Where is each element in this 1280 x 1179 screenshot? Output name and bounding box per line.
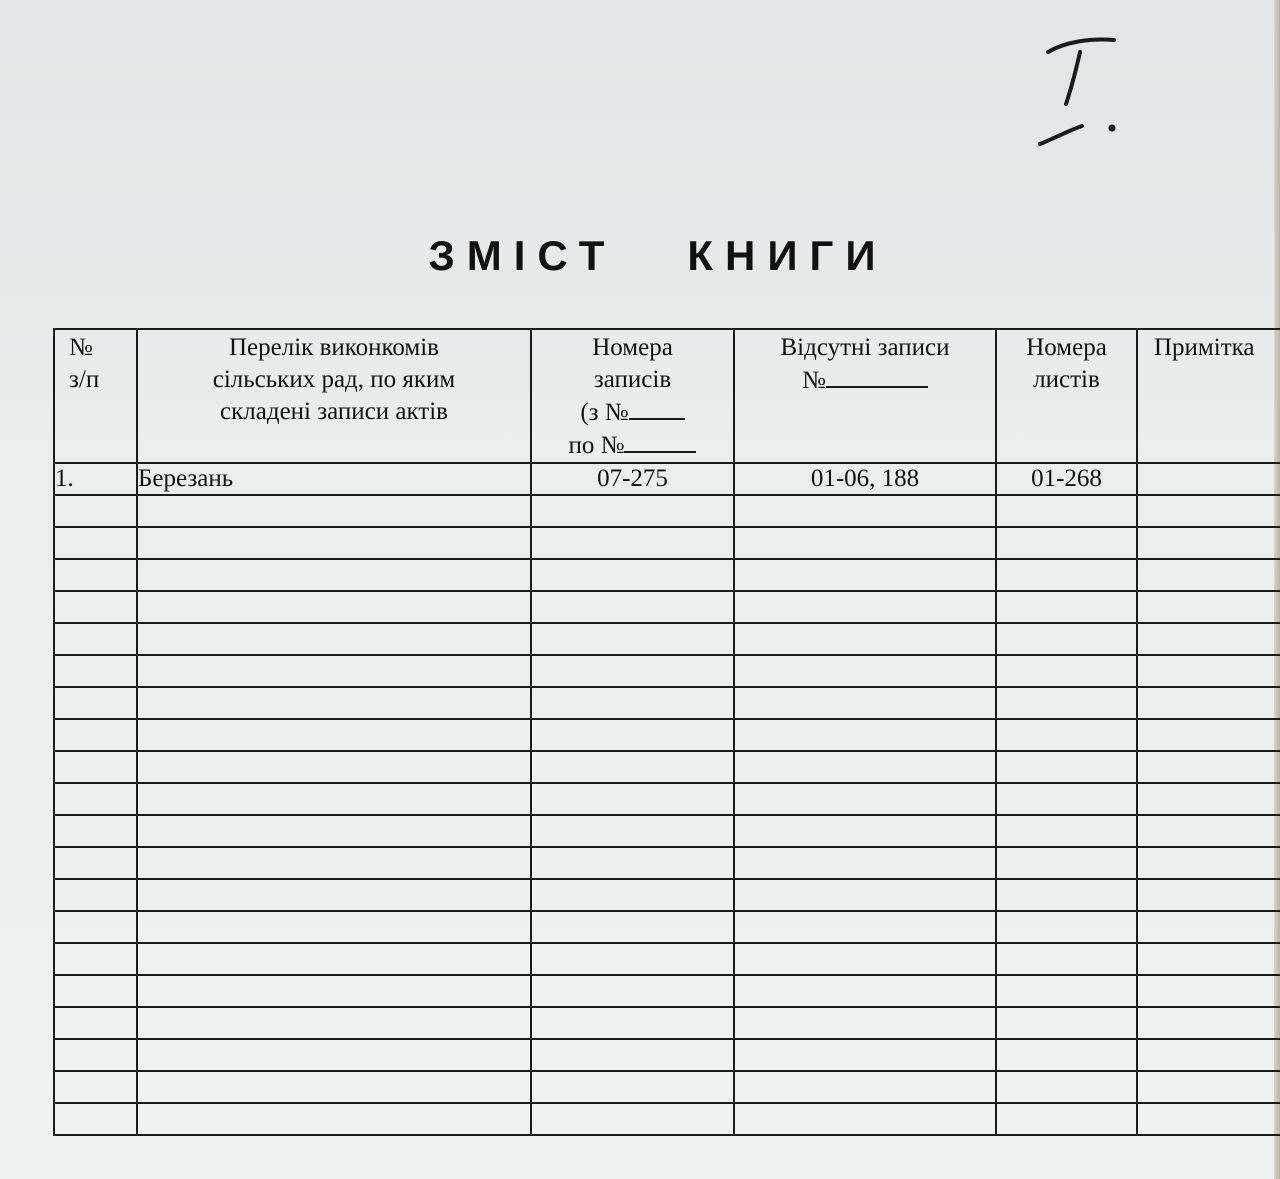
empty-cell xyxy=(531,751,734,783)
empty-cell xyxy=(137,943,531,975)
table-row-empty xyxy=(54,911,1280,943)
empty-cell xyxy=(531,847,734,879)
empty-cell xyxy=(734,1103,996,1135)
empty-cell xyxy=(137,1071,531,1103)
empty-cell xyxy=(1137,559,1280,591)
empty-cell xyxy=(734,815,996,847)
table-row-empty xyxy=(54,879,1280,911)
header-councils: Перелік виконкомів сільських рад, по яким складені записи актів xyxy=(137,329,531,463)
empty-cell xyxy=(54,1103,137,1135)
empty-cell xyxy=(1137,1007,1280,1039)
empty-cell xyxy=(734,1039,996,1071)
table-row-empty xyxy=(54,495,1280,527)
cell-records: 07-275 xyxy=(531,463,734,495)
empty-cell xyxy=(1137,655,1280,687)
empty-cell xyxy=(996,975,1137,1007)
empty-cell xyxy=(531,687,734,719)
empty-cell xyxy=(531,719,734,751)
empty-cell xyxy=(54,1071,137,1103)
empty-cell xyxy=(996,751,1137,783)
empty-cell xyxy=(531,591,734,623)
empty-cell xyxy=(1137,911,1280,943)
empty-cell xyxy=(531,1007,734,1039)
empty-cell xyxy=(996,1103,1137,1135)
header-missing-records: Відсутні записи № xyxy=(734,329,996,463)
empty-cell xyxy=(1137,719,1280,751)
empty-cell xyxy=(734,943,996,975)
table-row-empty xyxy=(54,1039,1280,1071)
empty-cell xyxy=(137,527,531,559)
empty-cell xyxy=(137,751,531,783)
empty-cell xyxy=(734,911,996,943)
cell-note xyxy=(1137,463,1280,495)
empty-cell xyxy=(734,719,996,751)
empty-cell xyxy=(1137,687,1280,719)
table-row-empty xyxy=(54,591,1280,623)
empty-cell xyxy=(531,1103,734,1135)
handwritten-roman-numeral xyxy=(1030,30,1130,160)
empty-cell xyxy=(54,495,137,527)
empty-cell xyxy=(531,559,734,591)
empty-cell xyxy=(137,655,531,687)
empty-cell xyxy=(54,751,137,783)
empty-cell xyxy=(531,1039,734,1071)
empty-cell xyxy=(137,847,531,879)
empty-cell xyxy=(54,719,137,751)
empty-cell xyxy=(734,495,996,527)
empty-cell xyxy=(734,1007,996,1039)
empty-cell xyxy=(996,623,1137,655)
empty-cell xyxy=(54,623,137,655)
empty-cell xyxy=(1137,623,1280,655)
empty-cell xyxy=(1137,879,1280,911)
empty-cell xyxy=(54,591,137,623)
empty-cell xyxy=(734,687,996,719)
empty-cell xyxy=(531,815,734,847)
table-row-empty xyxy=(54,975,1280,1007)
empty-cell xyxy=(996,1071,1137,1103)
empty-cell xyxy=(734,751,996,783)
empty-cell xyxy=(531,623,734,655)
empty-cell xyxy=(137,975,531,1007)
table-row-empty xyxy=(54,623,1280,655)
header-number: № з/п xyxy=(54,329,137,463)
empty-cell xyxy=(137,623,531,655)
empty-cell xyxy=(1137,495,1280,527)
empty-cell xyxy=(54,527,137,559)
empty-cell xyxy=(996,495,1137,527)
empty-cell xyxy=(137,591,531,623)
empty-cell xyxy=(137,559,531,591)
table-row-empty xyxy=(54,559,1280,591)
table-row-empty xyxy=(54,783,1280,815)
cell-council: Березань xyxy=(137,463,531,495)
empty-cell xyxy=(137,1039,531,1071)
table-row xyxy=(54,463,1280,495)
page-title: ЗМІСТ КНИГИ xyxy=(428,232,888,279)
empty-cell xyxy=(996,559,1137,591)
empty-cell xyxy=(137,911,531,943)
empty-cell xyxy=(1137,751,1280,783)
empty-cell xyxy=(137,879,531,911)
empty-cell xyxy=(734,591,996,623)
header-note: Примітка xyxy=(1137,329,1280,463)
empty-cell xyxy=(531,911,734,943)
empty-cell xyxy=(996,591,1137,623)
table-row-empty xyxy=(54,687,1280,719)
empty-cell xyxy=(137,495,531,527)
empty-cell xyxy=(1137,1071,1280,1103)
empty-cell xyxy=(734,975,996,1007)
empty-cell xyxy=(54,847,137,879)
empty-cell xyxy=(137,815,531,847)
empty-cell xyxy=(734,879,996,911)
cell-number: 1. xyxy=(54,463,137,495)
empty-cell xyxy=(996,527,1137,559)
cell-sheets: 01-268 xyxy=(996,463,1137,495)
header-record-numbers: Номера записів (з № по № xyxy=(531,329,734,463)
empty-cell xyxy=(996,1007,1137,1039)
empty-cell xyxy=(137,687,531,719)
empty-cell xyxy=(531,783,734,815)
empty-cell xyxy=(734,655,996,687)
empty-cell xyxy=(996,879,1137,911)
empty-cell xyxy=(996,687,1137,719)
table-row-empty xyxy=(54,1071,1280,1103)
empty-cell xyxy=(1137,847,1280,879)
empty-cell xyxy=(531,655,734,687)
empty-cell xyxy=(1137,527,1280,559)
empty-cell xyxy=(734,623,996,655)
empty-cell xyxy=(54,911,137,943)
empty-cell xyxy=(54,879,137,911)
table-row-empty xyxy=(54,943,1280,975)
empty-cell xyxy=(54,1007,137,1039)
empty-cell xyxy=(1137,1103,1280,1135)
table-row-empty xyxy=(54,655,1280,687)
empty-cell xyxy=(54,1039,137,1071)
empty-cell xyxy=(531,1071,734,1103)
empty-cell xyxy=(1137,943,1280,975)
empty-cell xyxy=(137,1007,531,1039)
table-row-empty xyxy=(54,815,1280,847)
empty-cell xyxy=(531,943,734,975)
table-header-row xyxy=(54,329,1280,463)
table-row-empty xyxy=(54,751,1280,783)
empty-cell xyxy=(996,719,1137,751)
empty-cell xyxy=(54,943,137,975)
table-row-empty xyxy=(54,847,1280,879)
empty-cell xyxy=(1137,815,1280,847)
empty-cell xyxy=(137,719,531,751)
header-sheet-numbers: Номера листів xyxy=(996,329,1137,463)
empty-cell xyxy=(137,1103,531,1135)
empty-cell xyxy=(1137,975,1280,1007)
empty-cell xyxy=(54,559,137,591)
empty-cell xyxy=(734,1071,996,1103)
empty-cell xyxy=(996,655,1137,687)
empty-cell xyxy=(734,783,996,815)
empty-cell xyxy=(1137,591,1280,623)
empty-cell xyxy=(996,783,1137,815)
empty-cell xyxy=(54,783,137,815)
empty-cell xyxy=(54,975,137,1007)
empty-cell xyxy=(531,879,734,911)
empty-cell xyxy=(54,815,137,847)
empty-cell xyxy=(54,655,137,687)
empty-cell xyxy=(531,975,734,1007)
empty-cell xyxy=(996,1039,1137,1071)
empty-cell xyxy=(1137,783,1280,815)
cell-missing: 01-06, 188 xyxy=(734,463,996,495)
empty-cell xyxy=(137,783,531,815)
table-row-empty xyxy=(54,1103,1280,1135)
empty-cell xyxy=(996,943,1137,975)
table-row-empty xyxy=(54,527,1280,559)
empty-cell xyxy=(531,527,734,559)
empty-cell xyxy=(734,527,996,559)
contents-table xyxy=(53,328,1280,1136)
empty-cell xyxy=(734,559,996,591)
table-row-empty xyxy=(54,1007,1280,1039)
empty-cell xyxy=(1137,1039,1280,1071)
table-row-empty xyxy=(54,719,1280,751)
empty-cell xyxy=(531,495,734,527)
empty-cell xyxy=(54,687,137,719)
empty-cell xyxy=(996,847,1137,879)
empty-cell xyxy=(996,815,1137,847)
empty-cell xyxy=(734,847,996,879)
empty-cell xyxy=(996,911,1137,943)
